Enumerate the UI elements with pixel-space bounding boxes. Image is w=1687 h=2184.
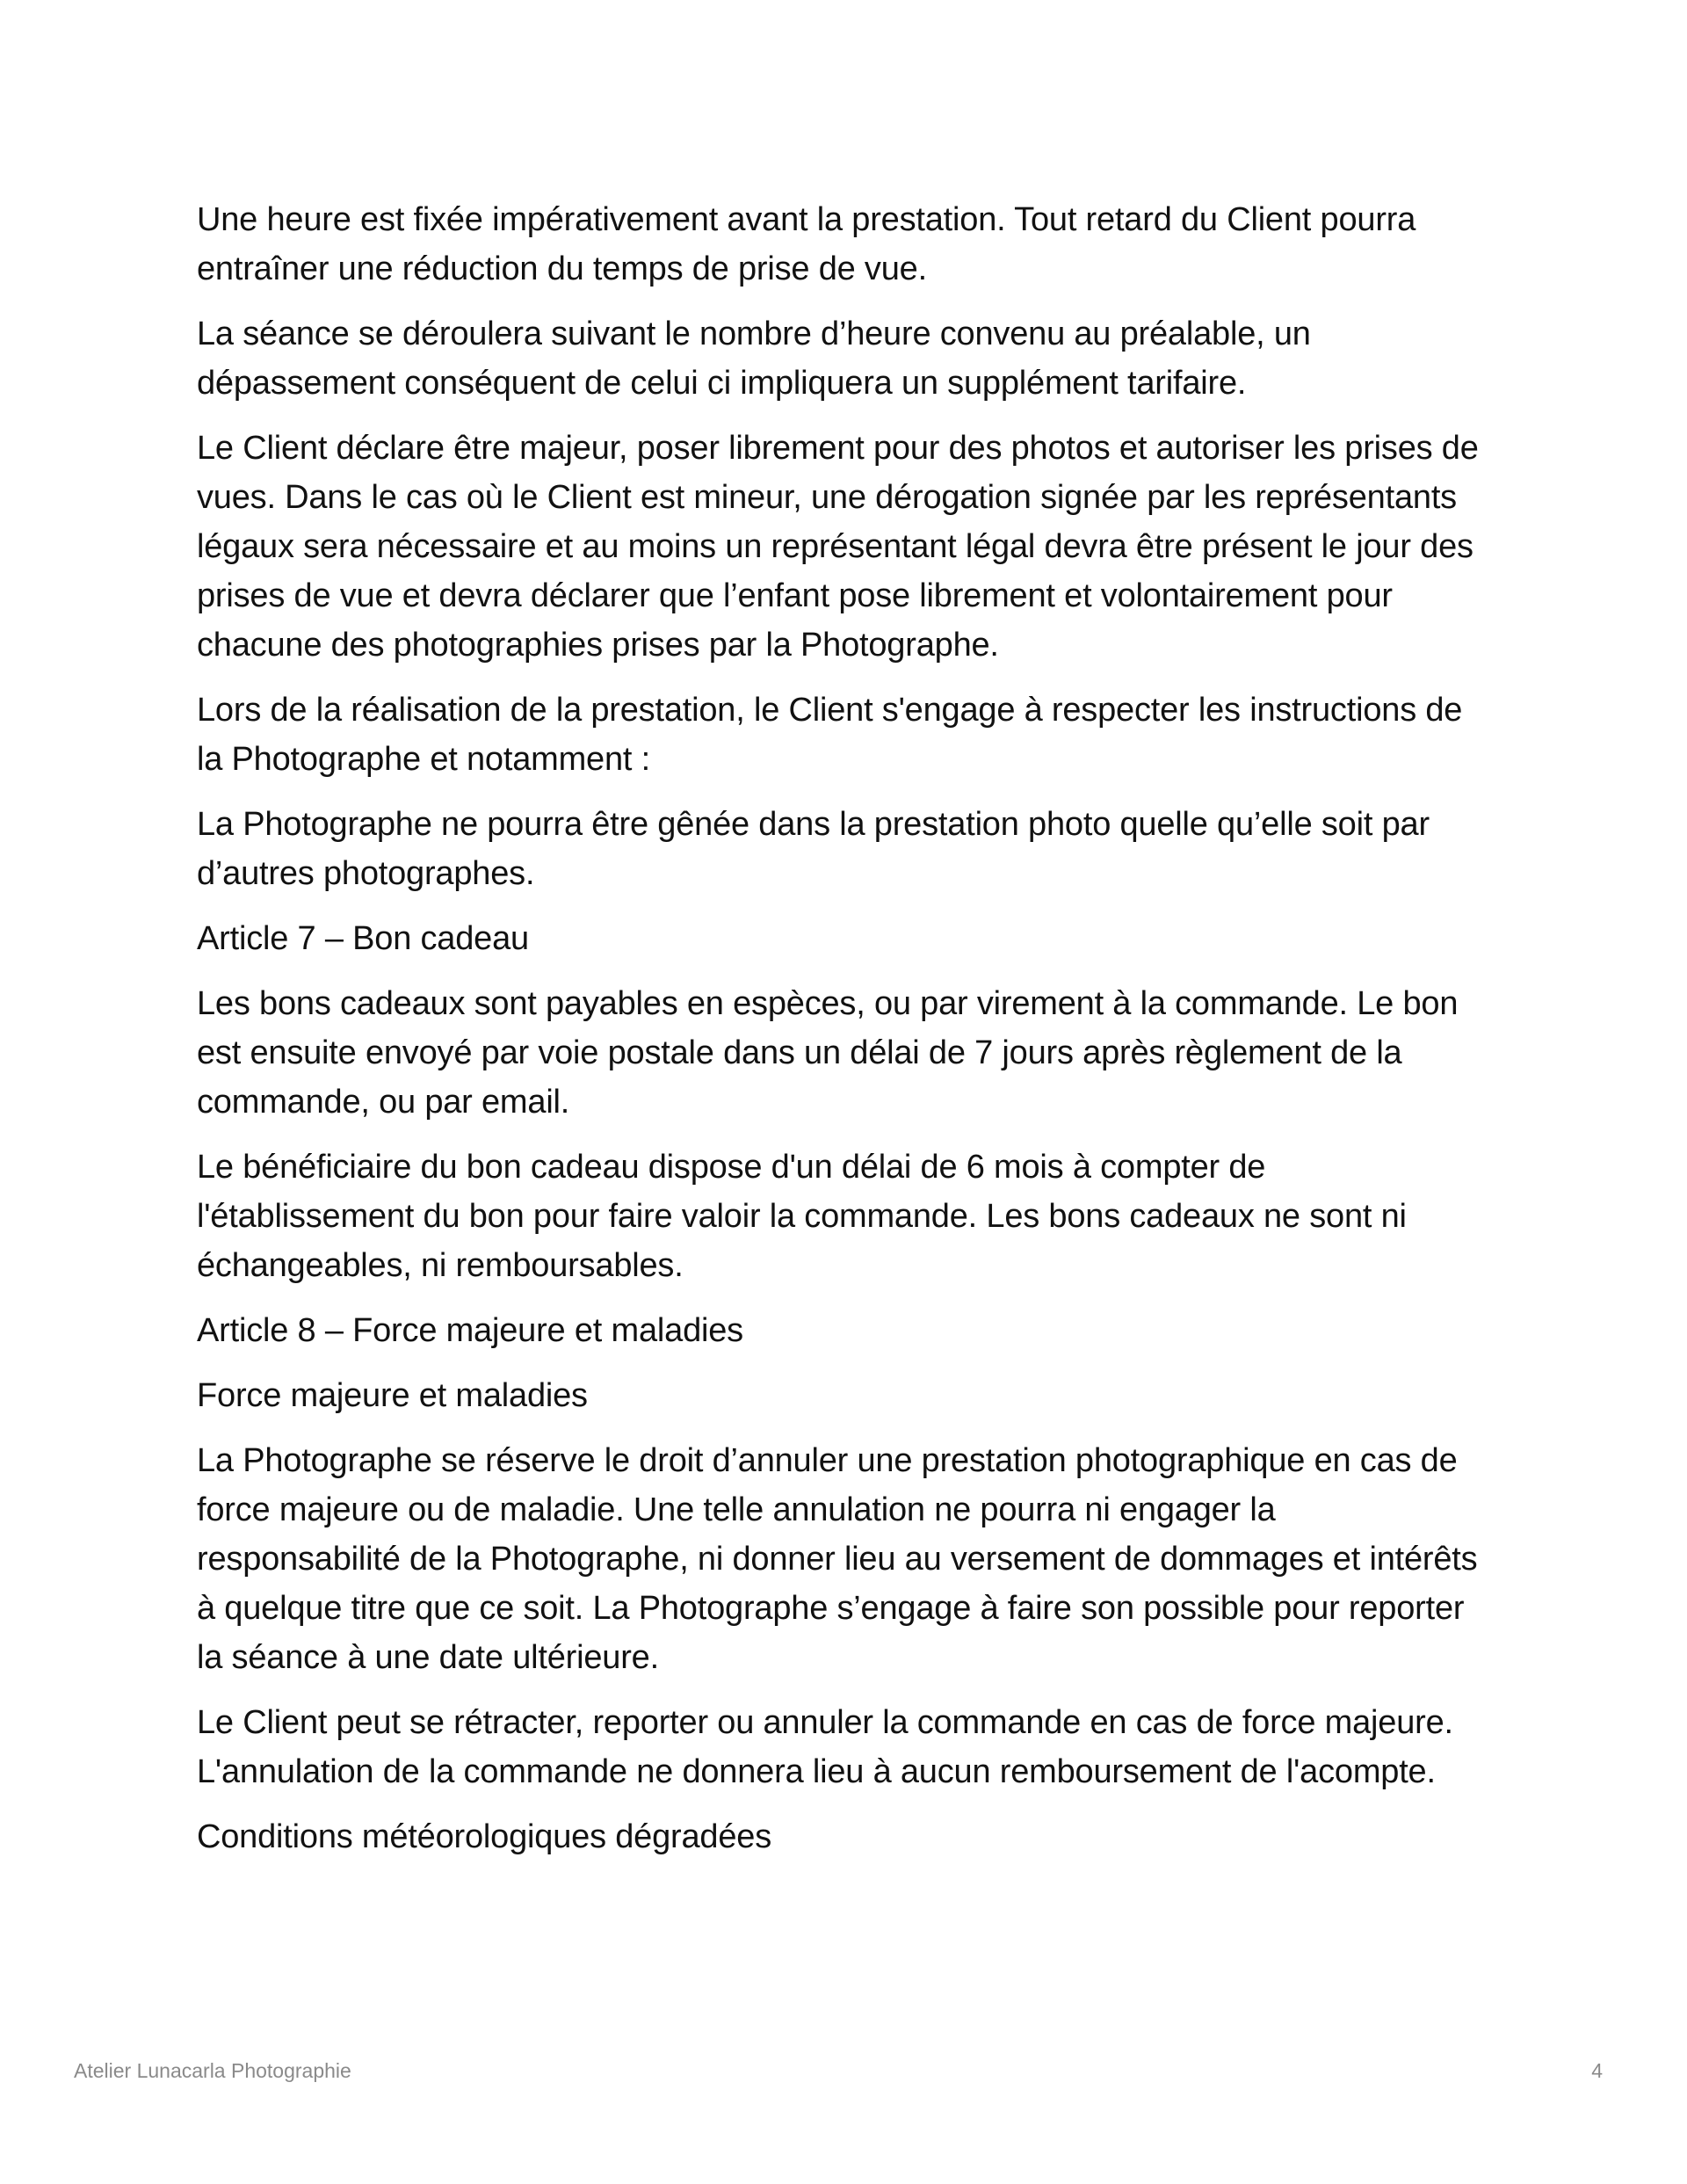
article-7-heading: Article 7 – Bon cadeau [197, 920, 529, 957]
paragraph-client-instructions: Lors de la réalisation de la prestation, le Client s'engage à respecter les instructions de la Photographe et notamment : [197, 692, 1463, 778]
footer-company-name: Atelier Lunacarla Photographie [74, 2059, 351, 2082]
paragraph-client-cancellation: Le Client peut se rétracter, reporter ou annuler la commande en cas de force majeure. L'annulation de la commande ne donnera lieu à aucun remboursement de l'acompte. [197, 1704, 1453, 1790]
footer-page-number: 4 [1591, 2059, 1603, 2082]
paragraph-photographer-cancellation: La Photographe se réserve le droit d’annuler une prestation photographique en cas de force majeure ou de maladie. Une telle annulation ne pourra ni engager la responsabilité de la Photographe, ni donner lieu au versement de dommages et intérêts à quelque titre que ce soit. La Photographe s’engage à faire son possible pour reporter la séance à une date ultérieure. [197, 1442, 1478, 1676]
subheading-force-majeure: Force majeure et maladies [197, 1377, 588, 1414]
paragraph-session-duration: La séance se déroulera suivant le nombre d’heure convenu au préalable, un dépassement conséquent de celui ci impliquera un supplément tarifaire. [197, 316, 1311, 402]
article-8-heading: Article 8 – Force majeure et maladies [197, 1312, 743, 1349]
paragraph-gift-voucher-payment: Les bons cadeaux sont payables en espèces, ou par virement à la commande. Le bon est ensuite envoyé par voie postale dans un délai de 7 jours après règlement de la commande, ou par email. [197, 985, 1459, 1121]
paragraph-client-consent: Le Client déclare être majeur, poser librement pour des photos et autoriser les prises de vues. Dans le cas où le Client est mineur, une dérogation signée par les représentants légaux sera nécessaire et au moins un représentant légal devra être présent le jour des prises de vue et devra déclarer que l’enfant pose librement et volontairement pour chacune des photographies prises par la Photographe. [197, 430, 1479, 664]
paragraph-arrival-time: Une heure est fixée impérativement avant la prestation. Tout retard du Client pourra entraîner une réduction du temps de prise de vue. [197, 201, 1416, 287]
document-body [197, 195, 1480, 1877]
subheading-weather-conditions: Conditions météorologiques dégradées [197, 1818, 772, 1855]
paragraph-other-photographers: La Photographe ne pourra être gênée dans la prestation photo quelle qu’elle soit par d’autres photographes. [197, 806, 1430, 892]
paragraph-gift-voucher-validity: Le bénéficiaire du bon cadeau dispose d'un délai de 6 mois à compter de l'établissement du bon pour faire valoir la commande. Les bons cadeaux ne sont ni échangeables, ni remboursables. [197, 1149, 1407, 1284]
